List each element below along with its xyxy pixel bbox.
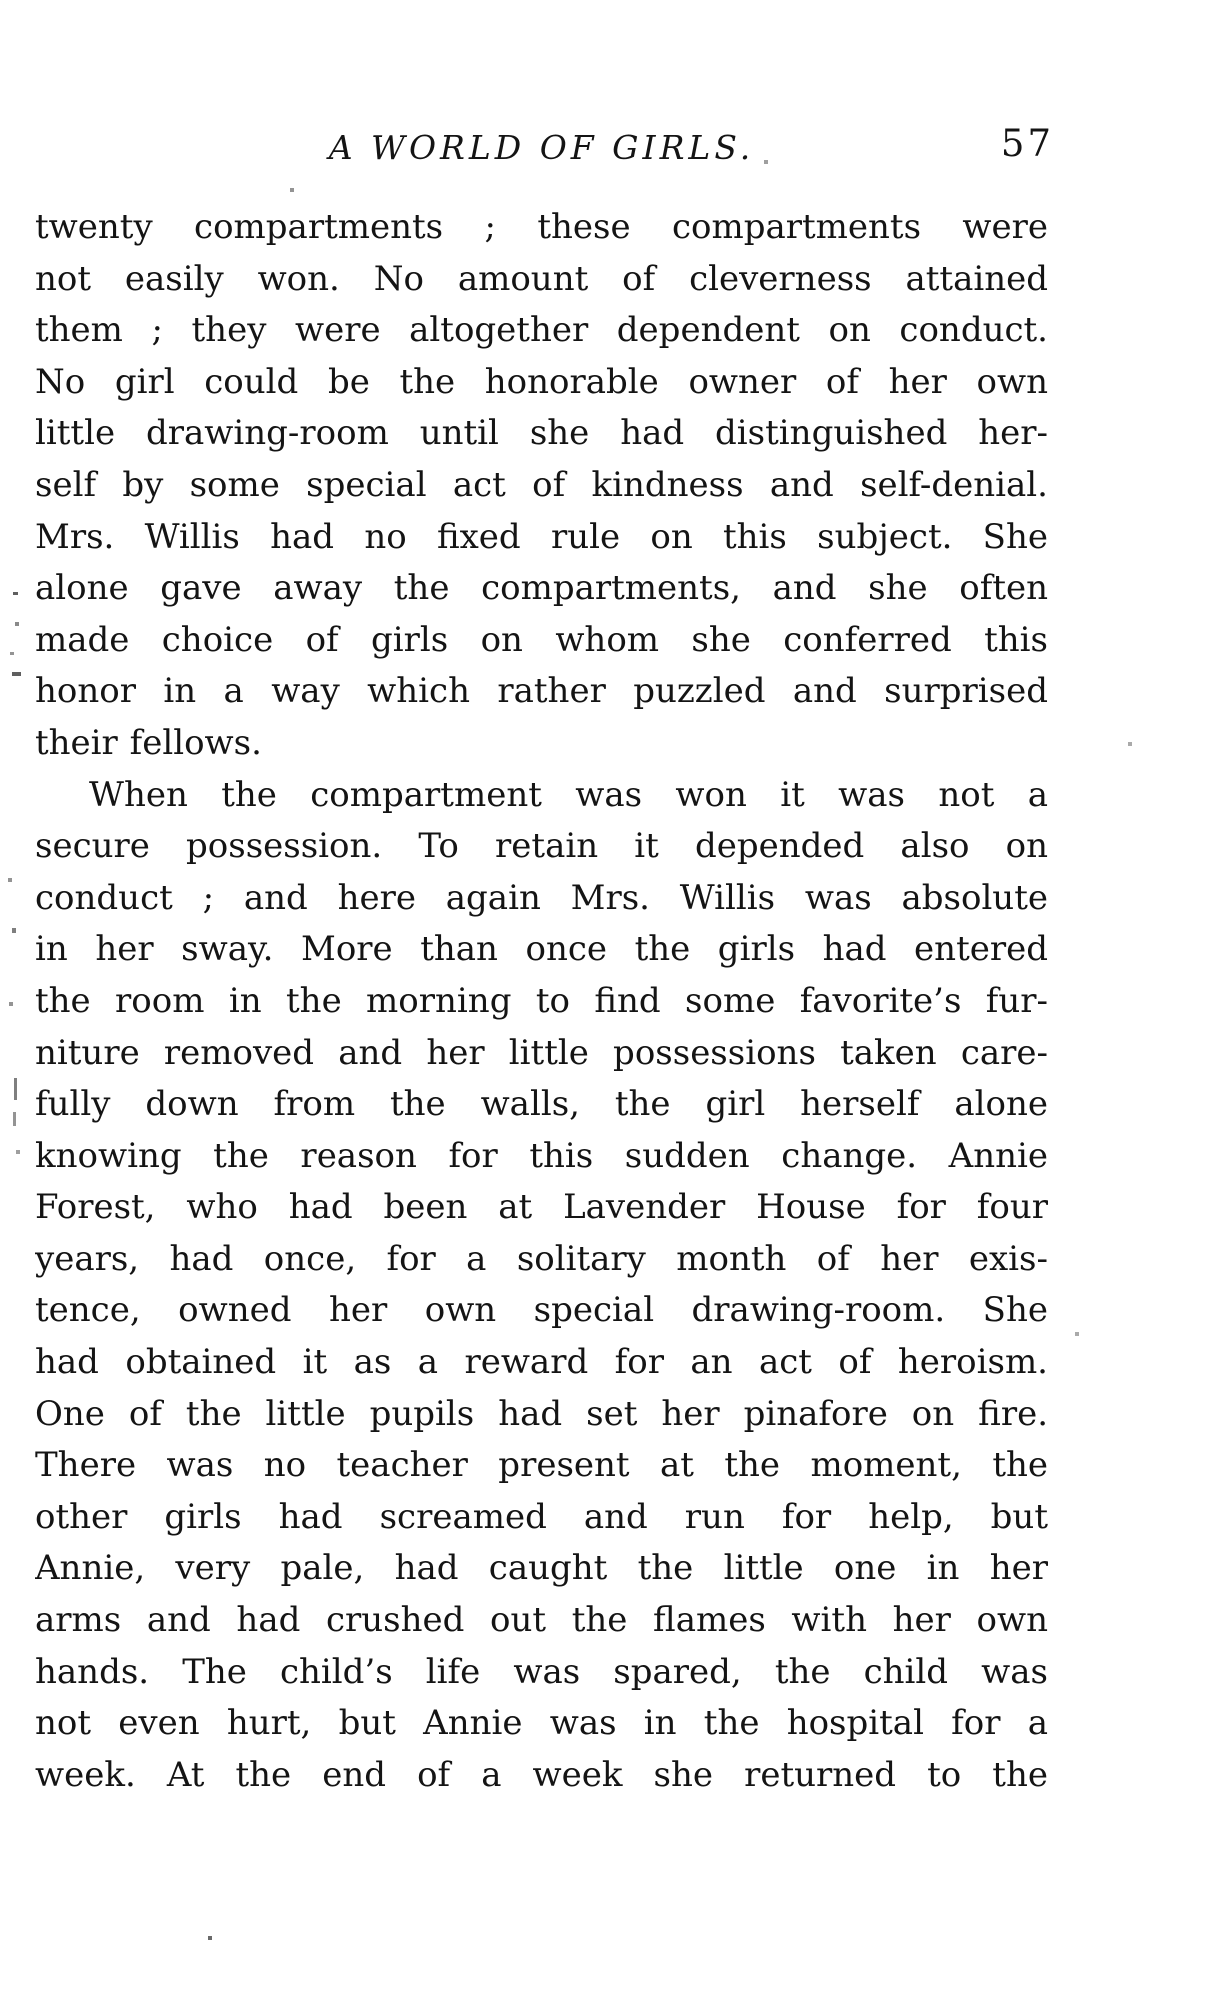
scan-speck	[15, 622, 19, 626]
scan-speck	[10, 652, 14, 655]
text-line: hands. The child’s life was spared, the child was	[35, 1651, 1048, 1692]
scan-speck	[9, 1002, 13, 1006]
scan-speck	[12, 928, 16, 933]
scan-speck	[16, 1150, 20, 1154]
text-line: secure possession. To retain it depended also on	[35, 826, 1048, 867]
text-line: not even hurt, but Annie was in the hospital for a	[35, 1703, 1048, 1744]
scan-speck	[208, 1936, 212, 1940]
text-line: other girls had screamed and run for help, but	[35, 1496, 1048, 1537]
text-line: fully down from the walls, the girl herself alone	[35, 1084, 1048, 1125]
text-line: twenty compartments ; these compartments were	[35, 207, 1048, 247]
text-line: years, had once, for a solitary month of her exis-	[35, 1238, 1048, 1279]
text-line: arms and had crushed out the flames with her own	[35, 1600, 1048, 1641]
scan-speck	[764, 160, 768, 164]
text-line: little drawing-room until she had distinguished her-	[35, 413, 1048, 454]
running-head-title: A WORLD OF GIRLS.	[328, 128, 755, 167]
scan-speck	[12, 672, 21, 676]
text-line: had obtained it as a reward for an act of heroism.	[35, 1342, 1048, 1383]
text-line: in her sway. More than once the girls had entered	[35, 929, 1048, 970]
scan-speck	[290, 188, 294, 192]
scan-speck	[1128, 742, 1132, 746]
text-line: No girl could be the honorable owner of her own	[35, 361, 1048, 402]
text-line: knowing the reason for this sudden change. Annie	[35, 1135, 1048, 1176]
body-text	[35, 202, 1048, 1801]
text-line: When the compartment was won it was not a	[89, 774, 1048, 815]
text-line: One of the little pupils had set her pinafore on fire.	[35, 1393, 1048, 1434]
scan-speck	[14, 1078, 17, 1100]
text-line: There was no teacher present at the moment, the	[35, 1445, 1048, 1486]
text-line: self by some special act of kindness and self-denial.	[35, 464, 1048, 505]
text-line: Annie, very pale, had caught the little one in her	[35, 1548, 1048, 1589]
text-line: not easily won. No amount of cleverness attained	[35, 258, 1048, 299]
text-line: made choice of girls on whom she conferred this	[35, 619, 1048, 660]
scan-speck	[1075, 1332, 1079, 1336]
page-number: 57	[1000, 122, 1054, 165]
text-line: conduct ; and here again Mrs. Willis was absolute	[35, 877, 1048, 918]
text-line: their fellows.	[35, 722, 262, 763]
text-line: honor in a way which rather puzzled and surprised	[35, 671, 1048, 712]
text-line: niture removed and her little possessions taken care-	[35, 1032, 1048, 1073]
text-line: the room in the morning to find some favorite’s fur-	[35, 980, 1048, 1021]
text-line: Mrs. Willis had no fixed rule on this subject. She	[35, 516, 1048, 557]
scan-speck	[8, 878, 12, 882]
text-line: tence, owned her own special drawing-room. She	[35, 1290, 1048, 1331]
text-line: them ; they were altogether dependent on conduct.	[35, 310, 1048, 351]
text-line: week. At the end of a week she returned to the	[35, 1754, 1048, 1795]
scan-speck	[13, 592, 18, 595]
text-line: alone gave away the compartments, and she often	[35, 568, 1048, 609]
text-line: Forest, who had been at Lavender House for four	[35, 1187, 1048, 1228]
scan-speck	[13, 1112, 16, 1126]
